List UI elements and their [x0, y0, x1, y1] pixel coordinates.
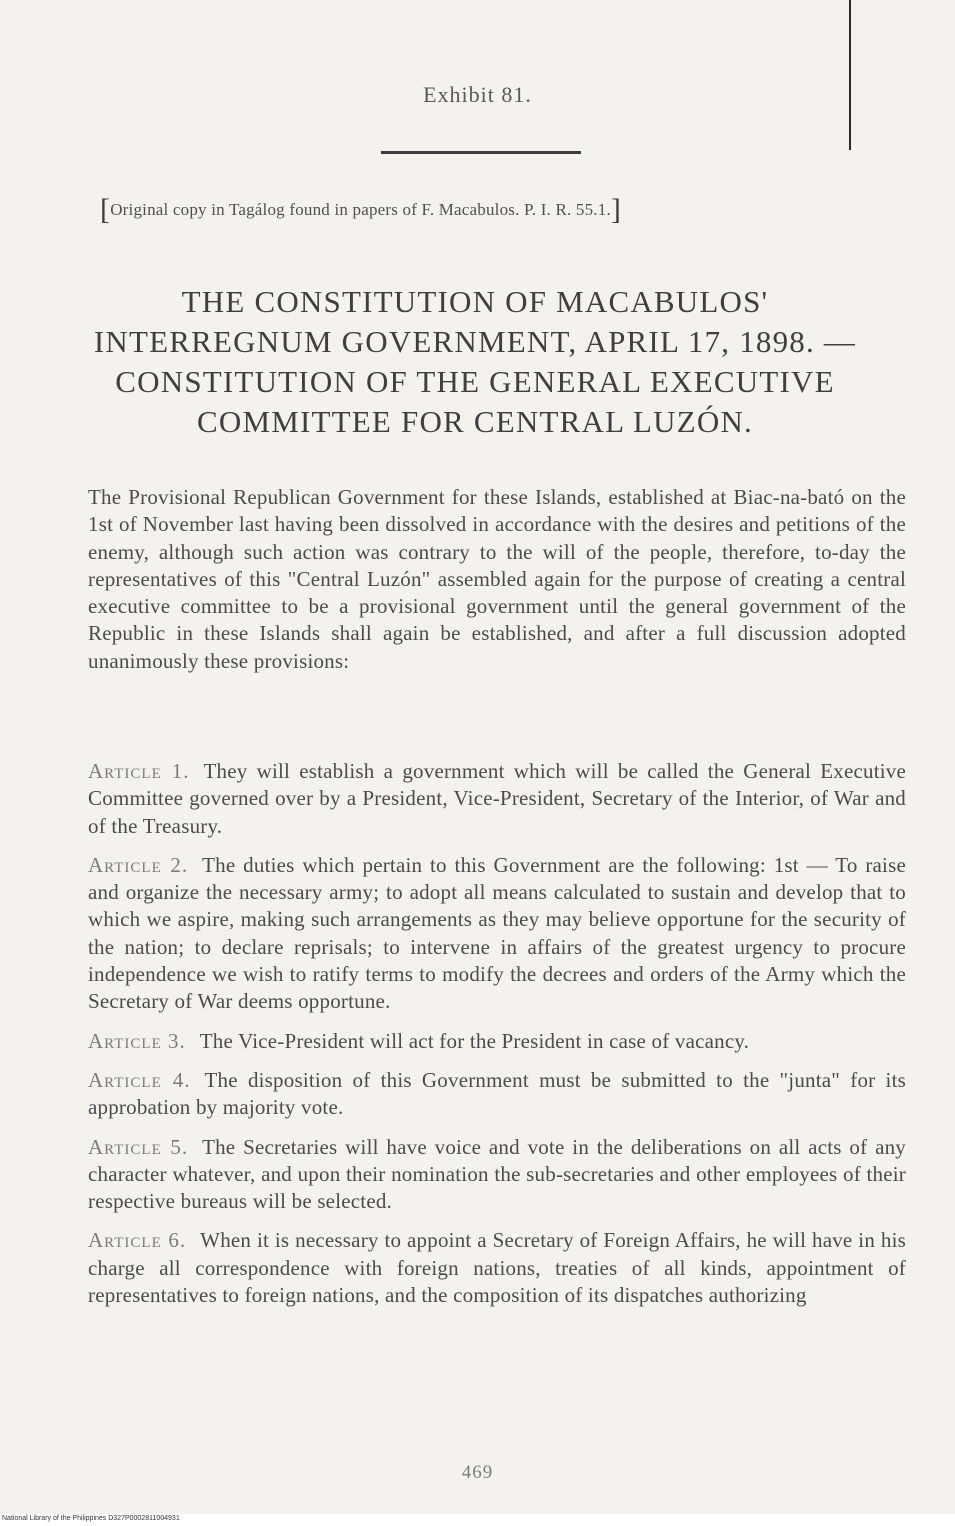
title-line: THE CONSTITUTION OF MACABULOS' [181, 284, 769, 319]
article-paragraph [88, 1028, 906, 1055]
article-label: Article 3. [88, 1028, 186, 1053]
footer-credit: National Library of the Philippines D327P0002811004931 [2, 1515, 180, 1522]
title-line: INTERREGNUM GOVERNMENT, APRIL 17, 1898. — [93, 324, 857, 359]
article-text: They will establish a government which will be called the General Executive Committee governed over by a President, Vice-President, Secretary of the Interior, of War and of the Treasury. [88, 759, 906, 838]
article-label: Article 5. [88, 1134, 189, 1159]
article-text: The duties which pertain to this Government are the following: 1st — To raise and organize the necessary army; to adopt all means calculated to sustain and develop that to which we aspire, making such arrangements as they may believe opportune for the security of the nation; to declare reprisals; to intervene in affairs of the greatest urgency to procure independence we wish to ratify terms to modify the decrees and orders of the Army which the Secretary of War deems opportune. [88, 852, 906, 1014]
articles-block [88, 758, 906, 1321]
article-paragraph [88, 1067, 906, 1122]
preamble-paragraph: The Provisional Republican Government for these Islands, established at Biac-na-bató on the 1st of November last having been dissolved in accordance with the desires and petitions of the enemy, although such action was contrary to the will of the people, therefore, to-day the representatives of this "Central Luzón" assembled again for the purpose of creating a central executive committee to be a provisional government until the general government of the Republic in these Islands shall again be established, and after a full discussion adopted unanimously these provisions: [88, 485, 906, 673]
article-text: The Secretaries will have voice and vote in the deliberations on all acts of any character whatever, and upon their nomination the sub-secretaries and other employees of their respective bureaus will be selected. [88, 1134, 906, 1214]
article-paragraph [88, 1134, 906, 1216]
article-label: Article 4. [88, 1067, 191, 1092]
exhibit-heading: Exhibit 81. [423, 82, 532, 107]
source-note [100, 193, 860, 227]
heading-divider [381, 151, 581, 154]
article-label: Article 1. [88, 759, 190, 783]
document-title [70, 282, 880, 442]
article-text: When it is necessary to appoint a Secretary of Foreign Affairs, he will have in his charge all correspondence with foreign nations, treaties of all kinds, appointment of representatives to foreign nations, and the composition of its dispatches authorizing [88, 1228, 906, 1308]
scan-edge-line [849, 0, 851, 150]
page-number: 469 [461, 1462, 494, 1483]
article-text: The disposition of this Government must be submitted to the "junta" for its approbation by majority vote. [88, 1067, 906, 1120]
title-line: COMMITTEE FOR CENTRAL LUZÓN. [197, 404, 753, 439]
source-note-text: Original copy in Tagálog found in papers of F. Macabulos. P. I. R. 55.1. [110, 200, 611, 219]
title-line: CONSTITUTION OF THE GENERAL EXECUTIVE [115, 364, 835, 399]
article-paragraph [88, 758, 906, 840]
article-paragraph [88, 852, 906, 1016]
preamble-block [88, 484, 906, 687]
article-paragraph [88, 1227, 906, 1309]
open-bracket: [ [100, 193, 111, 226]
article-text: The Vice-President will act for the President in case of vacancy. [199, 1028, 750, 1053]
article-label: Article 2. [88, 852, 189, 877]
close-bracket: ] [610, 193, 622, 226]
article-label: Article 6. [88, 1228, 187, 1253]
